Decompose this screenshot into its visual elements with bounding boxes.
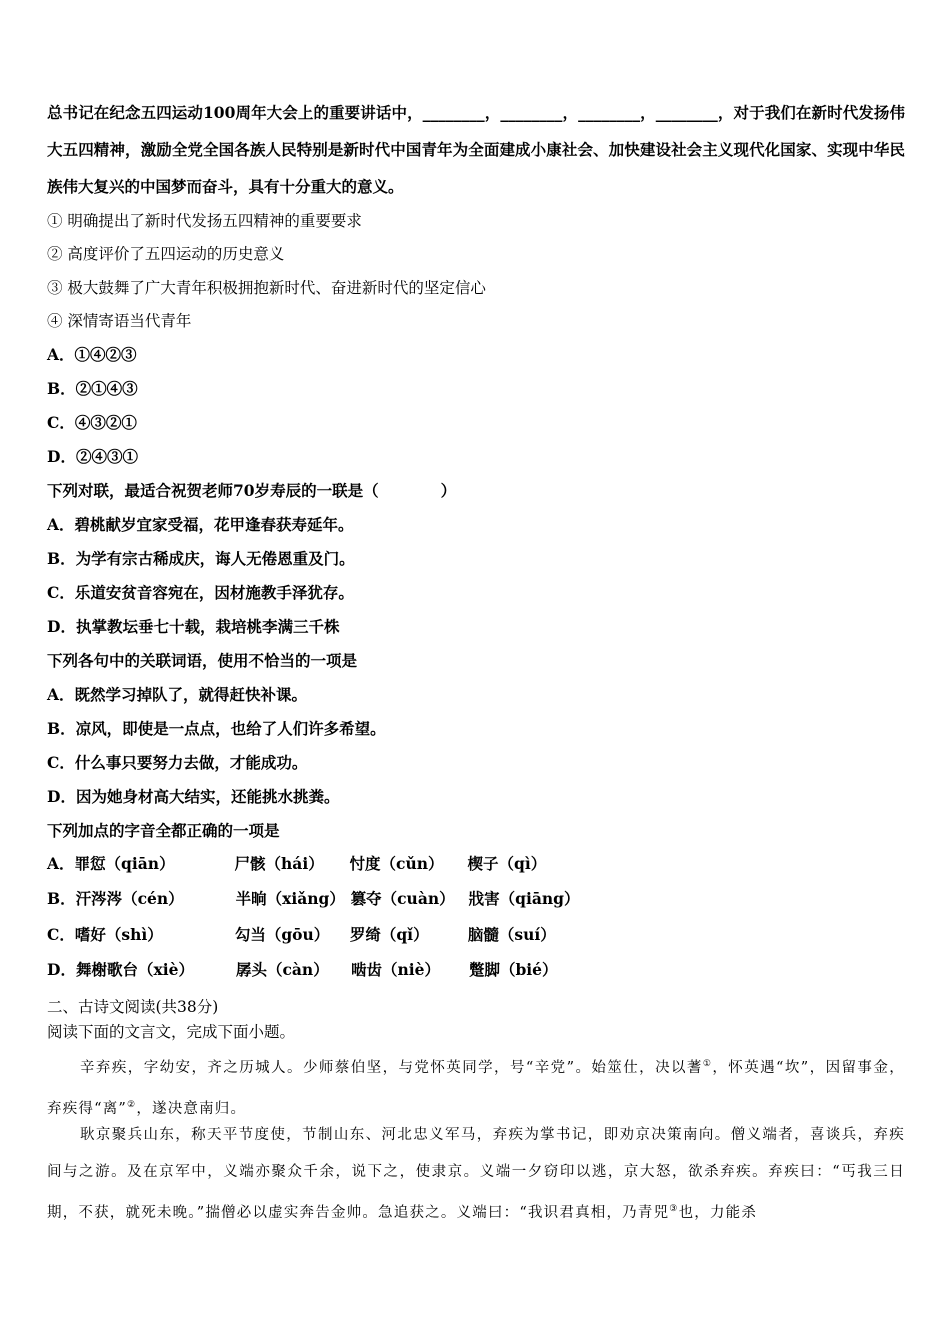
q4-option-b (47, 887, 580, 909)
word-4: 楔子（qì） (467, 854, 547, 873)
q1-option-d: D．②④③① (47, 447, 138, 466)
word-1: 汗涔涔（cén） (75, 889, 184, 908)
q2-option-c: C．乐道安贫音容宛在，因材施教手泽犹存。 (47, 583, 354, 602)
section-title: 二、古诗文阅读(共38分) (47, 998, 219, 1016)
q1-item-3: ③ 极大鼓舞了广大青年积极拥抱新时代、奋进新时代的坚定信心 (47, 279, 486, 297)
q3-option-d: D．因为她身材高大结实，还能挑水挑粪。 (47, 787, 340, 806)
q1-item-4: ④ 深情寄语当代青年 (47, 312, 192, 330)
q1-option-b: B．②①④③ (47, 379, 138, 398)
footnote-marker-1: ① (702, 1059, 713, 1069)
q3-option-c: C．什么事只要努力去做，才能成功。 (47, 753, 308, 772)
word-4: 戕害（qiāng） (468, 889, 580, 908)
q4-option-c (47, 923, 556, 945)
classical-paragraph-1 (47, 1046, 905, 1128)
word-3: 罗绮（qǐ） (349, 925, 429, 944)
q2-option-d: D．执掌教坛垂七十载，栽培桃李满三千株 (47, 617, 340, 636)
option-label: B． (47, 889, 76, 908)
footnote-marker-2: ② (127, 1099, 137, 1110)
footnote-marker-3: ③ (669, 1204, 679, 1214)
q1-option-a: A．①④②③ (47, 345, 137, 364)
word-3: 篡夺（cuàn） (350, 889, 455, 908)
word-1: 罪愆（qiān） (74, 854, 175, 873)
word-2: 半晌（xiǎng） (235, 889, 345, 908)
p1-text-c: ，遂决意南归。 (136, 1100, 247, 1117)
q3-option-a: A．既然学习掉队了，就得赶快补课。 (47, 685, 308, 704)
q2-stem: 下列对联，最适合祝贺老师70岁寿辰的一联是（ ） (47, 481, 457, 500)
q3-stem: 下列各句中的关联词语，使用不恰当的一项是 (47, 651, 358, 670)
section-instruction: 阅读下面的文言文，完成下面小题。 (47, 1023, 296, 1041)
word-1: 舞榭歌台（xiè） (75, 960, 194, 979)
option-label: D． (47, 960, 76, 979)
p1-text-a: 辛弃疾，字幼安，齐之历城人。少师蔡伯坚，与党怀英同学，号“辛党”。始筮仕，决以蓍 (80, 1059, 703, 1076)
q4-option-d (47, 958, 558, 980)
q4-stem: 下列加点的字音全都正确的一项是 (47, 821, 280, 840)
p2-text-a: 耿京聚兵山东，称天平节度使，节制山东、河北忠义军马，弃疾为掌书记，即劝京决策南向。僧义端者，喜谈兵，弃疾间与之游。及在京军中，义端亦聚众千余，说下之，使隶京。义端一夕窃印以逃，京大怒，欲杀弃疾。弃疾曰：“丐我三日期，不获，就死未晚。”揣僧必以虚实奔告金帅。急追获之。义端曰：“我识君真相，乃青兕 (47, 1127, 905, 1221)
q1-stem: 总书记在纪念五四运动100周年大会上的重要讲话中，________，________，________，________，对于我们在新时代发扬伟大五四精神，激励全党全国各族人民特别是新时代中国青年为全面建成小康社会、加快建设社会主义现代化国家、实现中华民族伟大复兴的中国梦而奋斗，具有十分重大的意义。 (47, 103, 905, 196)
q1-option-c: C．④③②① (47, 413, 137, 432)
word-2: 勾当（gōu） (234, 925, 330, 944)
word-3: 忖度（cǔn） (349, 854, 444, 873)
word-4: 脑髓（suí） (467, 925, 556, 944)
q2-option-b: B．为学有宗古稀成庆，诲人无倦恩重及门。 (47, 549, 355, 568)
word-1: 嗜好（shì） (74, 925, 163, 944)
classical-paragraph-2 (47, 1117, 905, 1232)
word-3: 啮齿（niè） (350, 960, 440, 979)
p1-text-b: ，怀英遇“坎”，因留事金，弃疾得“离” (47, 1059, 905, 1117)
q1-item-2: ② 高度评价了五四运动的历史意义 (47, 245, 285, 263)
option-label: A． (47, 854, 75, 873)
q4-option-a (47, 852, 546, 874)
word-2: 孱头（càn） (235, 960, 329, 979)
word-2: 尸骸（hái） (234, 854, 324, 873)
p2-text-b: 也，力能杀 (678, 1204, 758, 1221)
q3-option-b: B．凉风，即使是一点点，也给了人们许多希望。 (47, 719, 386, 738)
word-4: 蹩脚（bié） (468, 960, 558, 979)
q2-option-a: A．碧桃献岁宜家受福，花甲逢春获寿延年。 (47, 515, 354, 534)
option-label: C． (47, 925, 75, 944)
q1-item-1: ① 明确提出了新时代发扬五四精神的重要要求 (47, 212, 362, 230)
